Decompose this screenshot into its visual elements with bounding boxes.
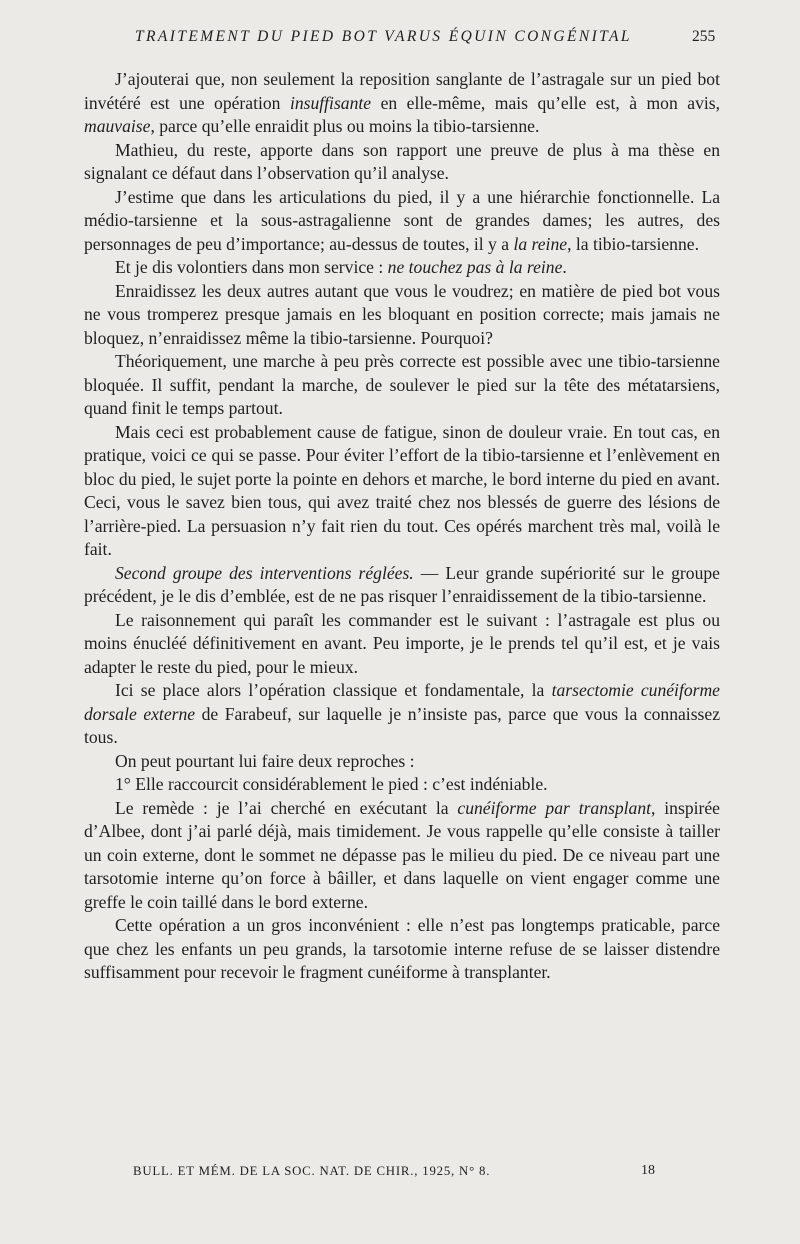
- paragraph: [84, 139, 720, 186]
- page-footer: [0, 1160, 800, 1188]
- text-segment: , la tibio-tarsienne.: [567, 233, 699, 254]
- text-segment: en elle-même, mais qu’elle est, à mon avis,: [371, 92, 720, 113]
- italic-text: cunéiforme par transplant: [457, 797, 652, 818]
- italic-text: mauvaise: [84, 116, 151, 136]
- text-segment: Mathieu, du reste, apporte dans son rapport une preuve de plus à ma thèse en signalant ce défaut dans l’observation qu’il analyse.: [84, 139, 720, 183]
- paragraph: [84, 914, 720, 985]
- running-title: TRAITEMENT DU PIED BOT VARUS ÉQUIN CONGÉNITAL: [135, 28, 632, 45]
- text-segment: Enraidissez les deux autres autant que vous le voudrez; en matière de pied bot vous ne vous tromperez presque jamais en les bloquant en position correcte; mais jamais ne bloquez, n’enraidissez même la tibio-tarsienne. Pourquoi?: [84, 280, 720, 348]
- text-segment: de Farabeuf, sur laquelle je n’insiste pas, parce que vous la connaissez tous.: [84, 703, 721, 747]
- text-segment: Mais ceci est probablement cause de fatigue, sinon de douleur vraie. En tout cas, en pratique, voici ce qui se passe. Pour éviter l’effort de la tibio-tarsienne et l’enlèvement en bloc du pied, le sujet porte la pointe en dehors et marche, le bord interne du pied en avant. Ceci, vous le savez bien tous, qui avez traité chez nos blessés de guerre des lésions de l’arrière-pied. La persuasion n’y fait rien du tout. Ces opérés marchent très mal, voilà le fait.: [84, 421, 720, 559]
- text-segment: 1° Elle raccourcit considérablement le pied : c’est indéniable.: [115, 774, 548, 794]
- text-segment: .: [562, 257, 567, 277]
- text-segment: , inspirée d’Albee, dont j’ai parlé déjà, mais timidement. Je vous rappelle qu’elle consiste à tailler un coin externe, dont le sommet ne dépasse pas le milieu du pied. De ce niveau part une tarsotomie interne qu’on force à bâiller, et dans laquelle on vient engager comme une greffe le coin taillé dans le bord externe.: [84, 797, 720, 912]
- text-segment: Le raisonnement qui paraît les commander est le suivant : l’astragale est plus ou moins énucléé définitivement en avant. Peu importe, je le prends tel qu’il est, et je vais adapter le reste du pied, pour le mieux.: [84, 609, 720, 677]
- text-segment: , parce qu’elle enraidit plus ou moins la tibio-tarsienne.: [150, 116, 540, 136]
- paragraph: [84, 750, 720, 774]
- italic-text: insuffisante: [289, 92, 372, 113]
- body-text: [84, 68, 720, 985]
- paragraph: [84, 280, 720, 351]
- italic-text: la reine: [513, 233, 568, 254]
- italic-text: ne touchez pas à la reine: [387, 257, 563, 277]
- text-segment: On peut pourtant lui faire deux reproches :: [115, 750, 415, 771]
- paragraph: [84, 609, 720, 680]
- paragraph: [84, 773, 720, 797]
- paragraph: [84, 562, 720, 609]
- paragraph: [84, 421, 720, 562]
- sheet-number: 18: [641, 1163, 655, 1178]
- page-number: 255: [692, 28, 716, 45]
- text-segment: Et je dis volontiers dans mon service :: [115, 257, 388, 277]
- text-segment: Le remède : je l’ai cherché en exécutant la: [115, 797, 458, 818]
- text-segment: Théoriquement, une marche à peu près correcte est possible avec une tibio-tarsienne bloquée. Il suffit, pendant la marche, de soulever le pied sur la tête des métatarsiens, quand finit le temps partout.: [84, 351, 720, 418]
- journal-citation: BULL. ET MÉM. DE LA SOC. NAT. DE CHIR., 1925, N° 8.: [133, 1164, 491, 1178]
- page-header: [0, 22, 800, 52]
- paragraph: [84, 186, 720, 257]
- text-segment: J’estime que dans les articulations du pied, il y a une hiérarchie fonctionnelle. La médio-tarsienne et la sous-astragalienne sont de grandes dames; les autres, des personnages de peu d’importance; au-dessus de toutes, il y a: [84, 186, 720, 254]
- paragraph: [84, 679, 720, 750]
- text-segment: Cette opération a un gros inconvénient : elle n’est pas longtemps praticable, parce que chez les enfants un peu grands, la tarsotomie interne refuse de se laisser distendre suffisamment pour recevoir le fragment cunéiforme à transplanter.: [84, 915, 720, 982]
- text-segment: J’ajouterai que, non seulement la reposition sanglante de l’astragale sur un pied bot invétéré est une opération: [84, 69, 720, 113]
- paragraph: [84, 350, 720, 421]
- text-segment: Ici se place alors l’opération classique et fondamentale, la: [115, 680, 552, 700]
- italic-text: Second groupe des interventions réglées.: [115, 562, 414, 583]
- text-segment: — Leur grande supériorité sur le groupe précédent, je le dis d’emblée, est de ne pas risquer l’enraidissement de la tibio-tarsienne.: [84, 562, 720, 606]
- paragraph: [84, 256, 720, 280]
- paragraph: [84, 797, 720, 915]
- italic-text: tarsectomie cunéiforme dorsale externe: [84, 680, 720, 724]
- paragraph: [84, 68, 720, 139]
